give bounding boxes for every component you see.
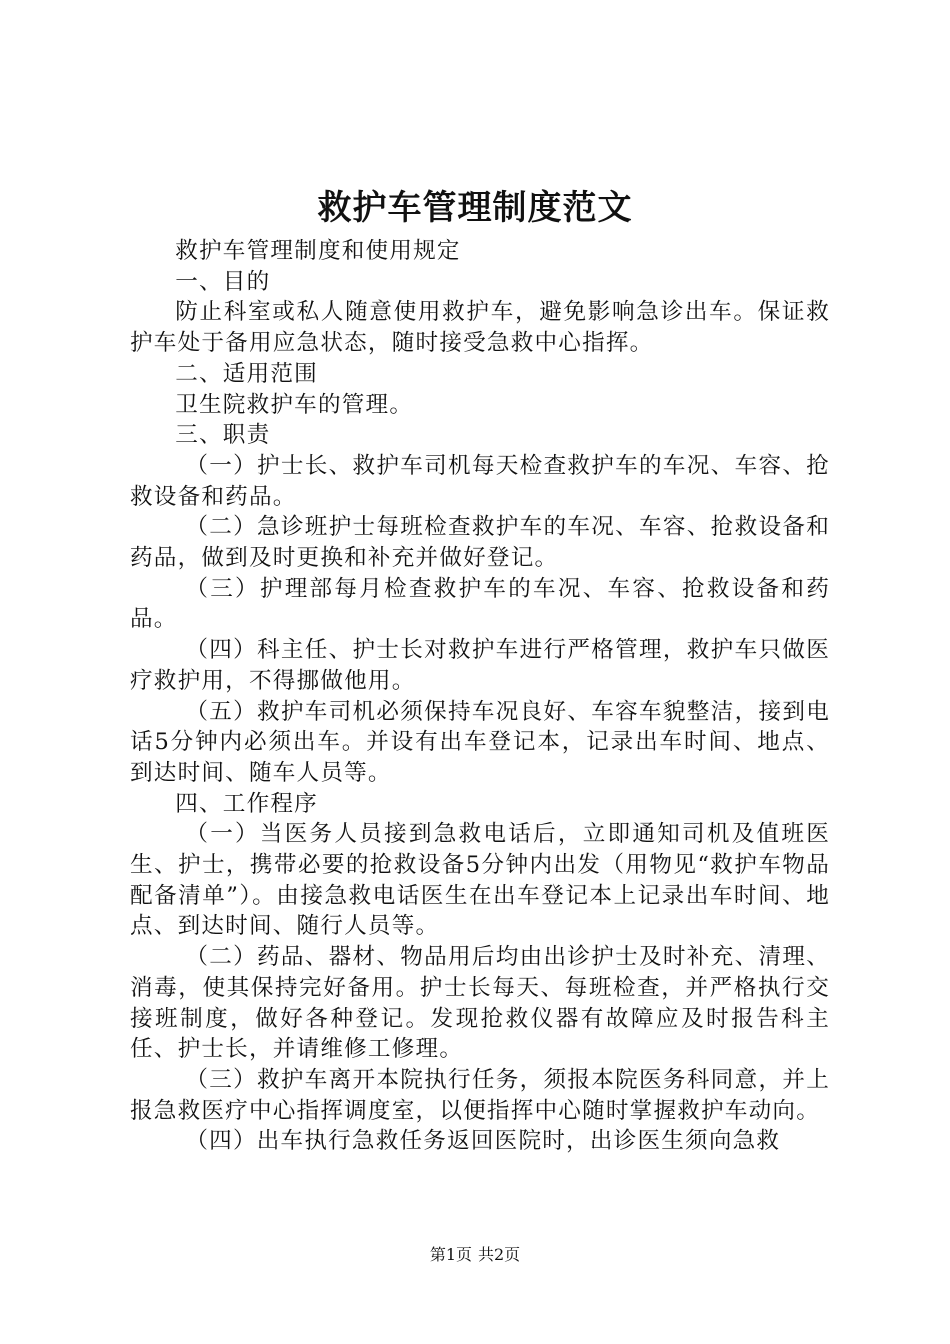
list-item: （一）护士长、救护车司机每天检查救护车的车况、车容、抢救设备和药品。 [130,452,830,510]
list-item: （四）出车执行急救任务返回医院时，出诊医生须向急救 [185,1128,781,1155]
list-item: （一）当医务人员接到急救电话后，立即通知司机及值班医生、护士，携带必要的抢救设备5分钟内出发（用物见“救护车物品配备清单”）。由接急救电话医生在出车登记本上记录出车时间、地点、到达时间、随行人员等。 [130,821,830,940]
list-item: （五）救护车司机必须保持车况良好、车容车貌整洁，接到电话5分钟内必须出车。并设有出车登记本，记录出车时间、地点、到达时间、随车人员等。 [130,698,830,786]
list-item: （二）药品、器材、物品用后均由出诊护士及时补充、清理、消毒，使其保持完好备用。护士长每天、每班检查，并严格执行交接班制度，做好各种登记。发现抢救仪器有故障应及时报告科主任、护士长，并请维修工修理。 [130,944,830,1063]
list-item: （三）护理部每月检查救护车的车况、车容、抢救设备和药品。 [130,575,830,633]
page-number: 第1页 [429,1245,472,1264]
page-footer [0,1244,950,1266]
section-heading: 一、目的 [175,268,271,295]
list-item: （四）科主任、护士长对救护车进行严格管理，救护车只做医疗救护用，不得挪做他用。 [130,637,830,694]
section-heading: 二、适用范围 [175,360,318,387]
list-item: （三）救护车离开本院执行任务，须报本院医务科同意，并上报急救医疗中心指挥调度室，以便指挥中心随时掌握救护车动向。 [130,1066,830,1124]
document-body [130,236,830,1157]
document-title: 救护车管理制度范文 [317,188,633,228]
paragraph: 防止科室或私人随意使用救护车，避免影响急诊出车。保证救护车处于备用应急状态，随时接受急救中心指挥。 [130,299,830,357]
section-heading: 四、工作程序 [175,790,318,817]
list-item: （二）急诊班护士每班检查救护车的车况、车容、抢救设备和药品，做到及时更换和补充并做好登记。 [130,514,830,572]
paragraph: 救护车管理制度和使用规定 [175,238,461,264]
section-heading: 三、职责 [175,422,271,449]
page-total: 共2页 [478,1245,521,1264]
paragraph: 卫生院救护车的管理。 [175,391,414,418]
